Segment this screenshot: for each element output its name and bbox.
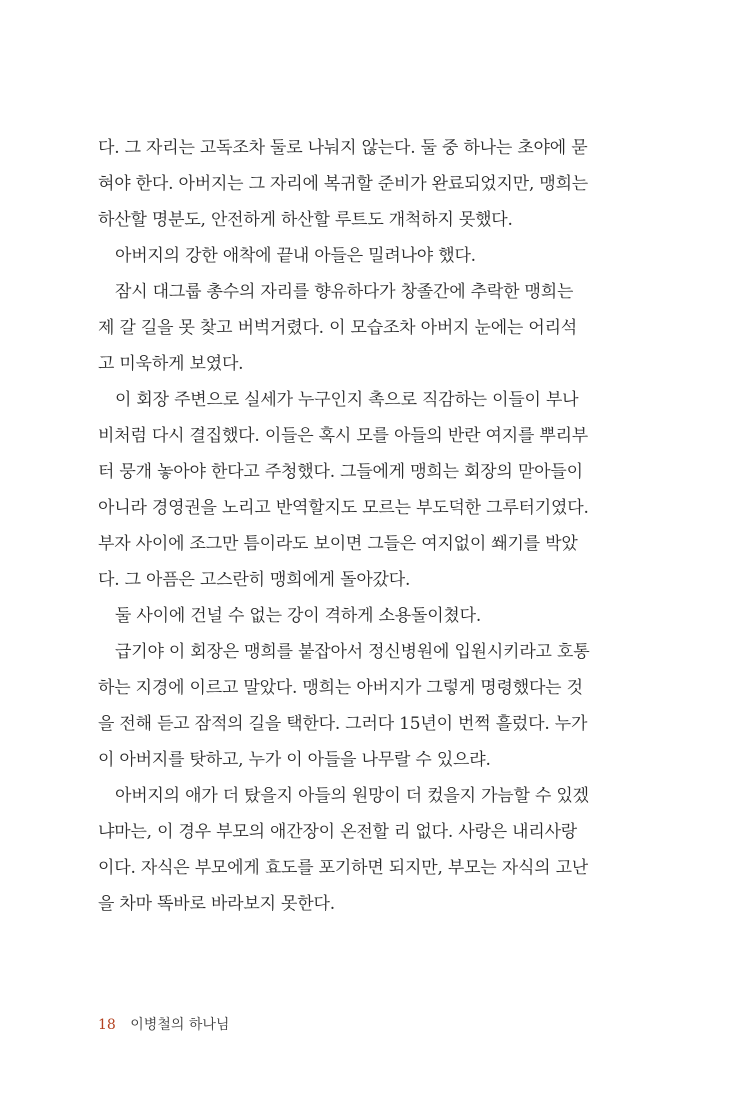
text-line: 아버지의 강한 애착에 끝내 아들은 밀려나야 했다. [115,246,476,266]
text-line: 이 회장 주변으로 실세가 누구인지 촉으로 직감하는 이들이 부나 [115,390,579,410]
text-line: 터 뭉개 놓아야 한다고 주청했다. 그들에게 맹희는 회장의 맏아들이 [98,462,583,482]
text-line: 다. 그 아픔은 고스란히 맹희에게 돌아갔다. [98,570,411,590]
text-line: 혀야 한다. 아버지는 그 자리에 복귀할 준비가 완료되었지만, 맹희는 [98,174,589,194]
text-line: 고 미욱하게 보였다. [98,354,244,374]
text-line: 둘 사이에 건널 수 없는 강이 격하게 소용돌이쳤다. [115,606,482,626]
text-line: 을 전해 듣고 잠적의 길을 택한다. 그러다 15년이 번쩍 흘렀다. 누가 [98,714,588,734]
text-line: 비처럼 다시 결집했다. 이들은 혹시 모를 아들의 반란 여지를 뿌리부 [98,426,589,446]
text-line: 을 차마 똑바로 바라보지 못한다. [98,894,335,914]
text-line: 이 아버지를 탓하고, 누가 이 아들을 나무랄 수 있으랴. [98,750,491,770]
text-line: 하는 지경에 이르고 말았다. 맹희는 아버지가 그렇게 명령했다는 것 [98,678,583,698]
text-line: 하산할 명분도, 안전하게 하산할 루트도 개척하지 못했다. [98,210,513,230]
page-footer [98,1014,229,1034]
text-line: 급기야 이 회장은 맹희를 붙잡아서 정신병원에 입원시키라고 호통 [115,642,590,662]
body-text [98,130,638,922]
text-line: 제 갈 길을 못 찾고 버벅거렸다. 이 모습조차 아버지 눈에는 어리석 [98,318,578,338]
running-title: 이병철의 하나님 [130,1017,230,1033]
text-line: 이다. 자식은 부모에게 효도를 포기하면 되지만, 부모는 자식의 고난 [98,858,589,878]
text-line: 부자 사이에 조그만 틈이라도 보이면 그들은 여지없이 쐐기를 박았 [98,534,578,554]
text-line: 다. 그 자리는 고독조차 둘로 나눠지 않는다. 둘 중 하나는 초야에 묻 [98,138,588,158]
text-line: 냐마는, 이 경우 부모의 애간장이 온전할 리 없다. 사랑은 내리사랑 [98,822,578,842]
text-line: 잠시 대그룹 총수의 자리를 향유하다가 창졸간에 추락한 맹희는 [115,282,574,302]
text-line: 아니라 경영권을 노리고 반역할지도 모르는 부도덕한 그루터기였다. [98,498,589,518]
text-line: 아버지의 애가 더 탔을지 아들의 원망이 더 컸을지 가늠할 수 있겠 [115,786,589,806]
page-number: 18 [98,1017,116,1033]
